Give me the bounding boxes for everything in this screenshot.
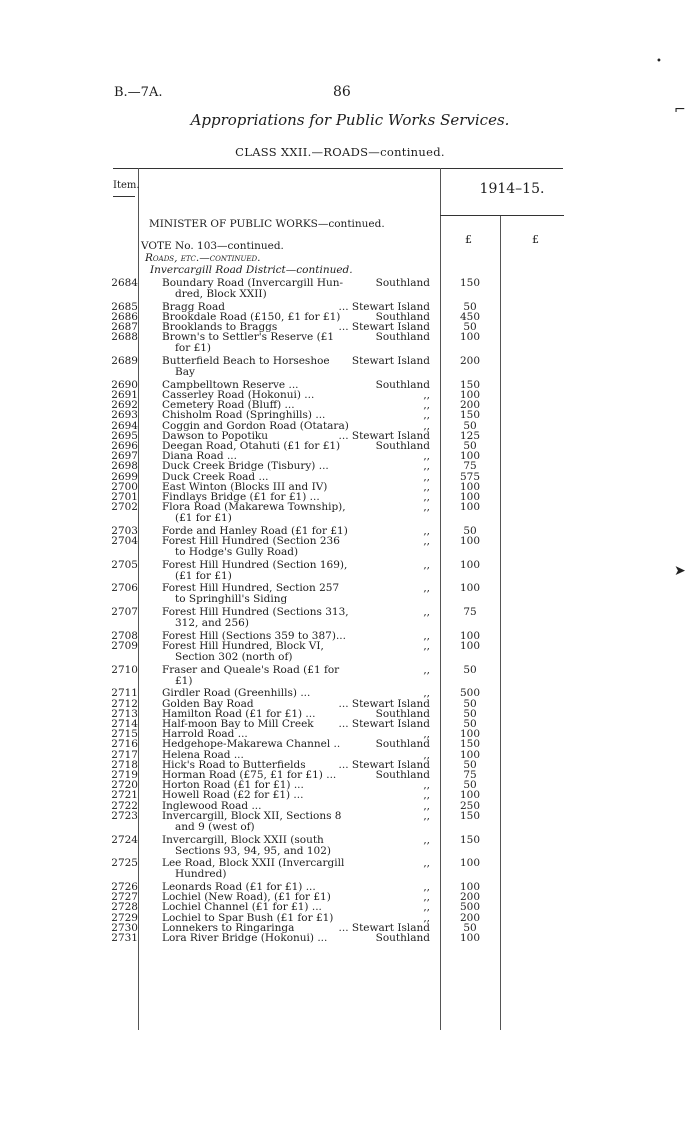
locality: Southland [375, 707, 430, 720]
roads-heading: Roads, etc.—continued. [145, 252, 261, 264]
road-description-continuation: to Hodge's Gully Road) [175, 546, 299, 558]
amount: 150 [459, 277, 481, 289]
document-reference: B.—7A. [114, 85, 163, 100]
amount: 50 [463, 663, 477, 676]
locality: ,, [423, 460, 430, 473]
locality: ,, [423, 901, 430, 914]
amount: 100 [459, 880, 481, 893]
year-column-header: 1914–15. [479, 181, 545, 197]
item-number: 2694 [111, 419, 138, 432]
amount: 100 [459, 558, 481, 571]
amount: 50 [463, 779, 477, 792]
locality: ,, [423, 833, 430, 846]
locality: ,, [423, 857, 430, 870]
item-number: 2691 [111, 388, 138, 401]
road-description-continuation: to Springhill's Siding [175, 593, 288, 606]
amount: 150 [459, 378, 481, 391]
locality: ,, [423, 450, 430, 463]
amount: 150 [459, 833, 481, 846]
item-number: 2718 [111, 758, 138, 771]
item-number: 2708 [111, 629, 138, 642]
locality: ,, [423, 399, 430, 412]
road-description-line: Flora Road (Makarewa Township), [162, 501, 346, 514]
road-description-continuation: Sections 93, 94, 95, and 102) [175, 844, 332, 857]
locality: Southland [375, 439, 430, 452]
item-number: 2724 [111, 833, 138, 846]
road-description-line: Cemetery Road (Bluff) ... [162, 399, 295, 412]
amount: 200 [459, 911, 481, 924]
road-description-line: Dawson to Popotiku [162, 429, 269, 442]
road-description-line: Brooklands to Braggs [162, 321, 278, 334]
page-number: 86 [333, 84, 351, 100]
item-number: 2712 [111, 697, 138, 710]
amount: 50 [463, 921, 477, 934]
amount: 75 [463, 460, 477, 473]
item-number: 2706 [111, 582, 138, 595]
amount: 100 [459, 582, 481, 595]
amount: 500 [459, 687, 481, 700]
minister-heading: MINISTER OF PUBLIC WORKS—continued. [149, 218, 385, 230]
locality: ,, [423, 748, 430, 761]
locality: ,, [423, 809, 430, 822]
road-description-line: Casserley Road (Hokonui) ... [162, 388, 315, 401]
road-description-line: Lonnekers to Ringaringa [162, 921, 295, 934]
amount: 50 [463, 707, 477, 720]
amount: 50 [463, 758, 477, 771]
road-description-line: Lochiel to Spar Bush (£1 for £1) [162, 911, 334, 924]
year-header-rule [440, 215, 564, 216]
item-number: 2731 [111, 931, 138, 944]
road-description-line: Helena Road ... [162, 748, 244, 761]
locality: ,, [423, 558, 430, 571]
item-number: 2686 [111, 310, 138, 323]
locality: ,, [423, 501, 430, 514]
locality: ... Stewart Island [338, 921, 430, 934]
amount: 100 [459, 331, 481, 344]
road-description-continuation: (£1 for £1) [175, 569, 232, 582]
locality: ,, [423, 799, 430, 812]
road-description-line: Boundary Road (Invercargill Hun- [162, 277, 344, 289]
road-description-continuation: Section 302 (north of) [175, 651, 293, 663]
road-description-continuation: £1) [175, 674, 193, 687]
locality: ,, [423, 524, 430, 537]
locality: ,, [423, 640, 430, 652]
amount: 100 [459, 535, 481, 547]
item-number: 2729 [111, 911, 138, 924]
item-number: 2698 [111, 460, 138, 473]
item-number: 2684 [111, 277, 138, 289]
item-number: 2717 [111, 748, 138, 761]
item-number: 2690 [111, 378, 138, 391]
amount-column-divider [500, 215, 501, 1030]
locality: ... Stewart Island [338, 321, 430, 334]
road-description-line: Forest Hill Hundred (Sections 313, [162, 606, 349, 619]
road-description-line: Inglewood Road ... [162, 799, 262, 812]
amount: 150 [459, 809, 481, 822]
amount: 150 [459, 409, 481, 422]
item-number: 2728 [111, 901, 138, 914]
road-description-line: Lee Road, Block XXII (Invercargill [162, 857, 345, 870]
locality: ,, [423, 789, 430, 802]
currency-symbol-left: £ [465, 233, 472, 246]
amount: 100 [459, 789, 481, 802]
locality: Southland [375, 769, 430, 781]
currency-symbol-right: £ [532, 233, 539, 246]
amount: 50 [463, 439, 477, 452]
amount: 125 [459, 429, 481, 442]
district-heading: Invercargill Road District—continued. [150, 264, 353, 276]
details-column-divider [440, 168, 441, 1030]
locality: ... Stewart Island [338, 697, 430, 710]
road-description-continuation: Bay [175, 366, 195, 378]
item-number: 2701 [111, 490, 138, 503]
item-number: 2700 [111, 480, 138, 493]
amount: 100 [459, 490, 481, 503]
locality: ,, [423, 629, 430, 642]
locality: ... Stewart Island [338, 429, 430, 442]
amount: 50 [463, 419, 477, 432]
table-top-rule [113, 168, 563, 169]
item-column-header: Item. [113, 180, 140, 191]
road-description-line: Forest Hill Hundred, Block VI, [162, 640, 324, 652]
margin-mark: ⌐ [674, 102, 686, 118]
locality: ,, [423, 409, 430, 422]
road-description-line: Diana Road ... [162, 450, 237, 463]
locality: ,, [423, 606, 430, 619]
road-description-line: Leonards Road (£1 for £1) ... [162, 880, 316, 893]
item-number: 2730 [111, 921, 138, 934]
locality: ... Stewart Island [338, 300, 430, 313]
road-description-line: Forde and Hanley Road (£1 for £1) [162, 524, 348, 537]
road-description-line: Fraser and Queale's Road (£1 for [162, 663, 340, 676]
road-description-line: Lochiel Channel (£1 for £1) ... [162, 901, 322, 914]
vote-heading: VOTE No. 103—continued. [141, 240, 284, 252]
road-description-line: Lochiel (New Road), (£1 for £1) [162, 891, 331, 904]
margin-arrow: ➤ [674, 563, 686, 579]
item-number: 2726 [111, 880, 138, 893]
locality: Southland [375, 331, 430, 344]
locality: ,, [423, 779, 430, 792]
page-title: Appropriations for Public Works Services. [190, 111, 510, 129]
road-description-line: Bragg Road [162, 300, 225, 313]
locality: Southland [375, 931, 430, 944]
road-description-line: Butterfield Beach to Horseshoe [162, 355, 330, 367]
item-number: 2727 [111, 891, 138, 904]
item-number: 2716 [111, 738, 138, 751]
road-description-continuation: dred, Block XXII) [175, 288, 267, 300]
road-description-continuation: Hundred) [175, 868, 227, 881]
road-description-line: Howell Road (£2 for £1) ... [162, 789, 304, 802]
item-number: 2704 [111, 535, 138, 547]
road-description-line: Campbelltown Reserve ... [162, 378, 299, 391]
margin-dot: • [656, 56, 662, 67]
locality: ,, [423, 911, 430, 924]
locality: ,, [423, 480, 430, 493]
locality: ,, [423, 880, 430, 893]
amount: 100 [459, 388, 481, 401]
amount: 50 [463, 524, 477, 537]
item-number: 2702 [111, 501, 138, 514]
item-number: 2715 [111, 728, 138, 741]
amount: 50 [463, 697, 477, 710]
item-number: 2687 [111, 321, 138, 334]
item-number: 2713 [111, 707, 138, 720]
road-description-line: Invercargill, Block XII, Sections 8 [162, 809, 342, 822]
amount: 200 [459, 891, 481, 904]
road-description-line: Forest Hill Hundred (Section 169), [162, 558, 348, 571]
road-description-continuation: for £1) [175, 342, 212, 355]
road-description-line: Invercargill, Block XXII (south [162, 833, 324, 846]
item-number: 2695 [111, 429, 138, 442]
locality: Southland [375, 277, 430, 289]
amount: 100 [459, 728, 481, 741]
road-description-line: Brown's to Settler's Reserve (£1 [162, 331, 335, 344]
item-number: 2699 [111, 470, 138, 483]
locality: ,, [423, 728, 430, 741]
amount: 50 [463, 718, 477, 730]
locality: ,, [423, 582, 430, 595]
item-number: 2693 [111, 409, 138, 422]
amount: 100 [459, 450, 481, 463]
road-description-line: Half-moon Bay to Mill Creek [162, 718, 314, 730]
amount: 100 [459, 501, 481, 514]
locality: ,, [423, 490, 430, 503]
amount: 75 [463, 769, 477, 781]
locality: ... Stewart Island [338, 718, 430, 730]
road-description-line: Duck Creek Bridge (Tisbury) ... [162, 460, 329, 473]
item-number: 2688 [111, 331, 138, 344]
item-number: 2685 [111, 300, 138, 313]
amount: 100 [459, 640, 481, 652]
amount: 500 [459, 901, 481, 914]
road-description-line: Girdler Road (Greenhills) ... [162, 687, 311, 700]
road-description-line: Forest Hill Hundred (Section 236 [162, 535, 340, 547]
locality: Southland [375, 738, 430, 751]
item-number: 2696 [111, 439, 138, 452]
item-column-divider [138, 168, 139, 1030]
road-description-line: East Winton (Blocks III and IV) [162, 480, 328, 493]
locality: ,, [423, 419, 430, 432]
locality: ,, [423, 388, 430, 401]
item-number: 2705 [111, 558, 138, 571]
locality: ... Stewart Island [338, 758, 430, 771]
locality: Southland [375, 310, 430, 323]
road-description-line: Lora River Bridge (Hokonui) ... [162, 931, 328, 944]
road-description-line: Deegan Road, Otahuti (£1 for £1) [162, 439, 341, 452]
amount: 50 [463, 300, 477, 313]
item-number: 2723 [111, 809, 138, 822]
road-description-line: Golden Bay Road [162, 697, 254, 710]
item-number: 2703 [111, 524, 138, 537]
item-number: 2709 [111, 640, 138, 652]
amount: 100 [459, 931, 481, 944]
amount: 100 [459, 629, 481, 642]
item-number: 2692 [111, 399, 138, 412]
road-description-continuation: (£1 for £1) [175, 512, 232, 525]
item-number: 2725 [111, 857, 138, 870]
item-number: 2721 [111, 789, 138, 802]
road-description-line: Hamilton Road (£1 for £1) ... [162, 707, 316, 720]
item-number: 2714 [111, 718, 138, 730]
locality: Southland [375, 378, 430, 391]
item-number: 2711 [111, 687, 138, 700]
locality: ,, [423, 535, 430, 547]
item-number: 2707 [111, 606, 138, 619]
road-description-line: Harrold Road ... [162, 728, 248, 741]
item-number: 2710 [111, 663, 138, 676]
road-description-line: Hick's Road to Butterfields [162, 758, 306, 771]
road-description-line: Duck Creek Road ... [162, 470, 269, 483]
item-number: 2719 [111, 769, 138, 781]
road-description-continuation: 312, and 256) [175, 617, 249, 630]
amount: 100 [459, 748, 481, 761]
amount: 200 [459, 355, 481, 367]
locality: Stewart Island [351, 355, 430, 367]
item-number: 2720 [111, 779, 138, 792]
amount: 450 [459, 310, 481, 323]
amount: 150 [459, 738, 481, 751]
amount: 50 [463, 321, 477, 334]
locality: ,, [423, 470, 430, 483]
item-number: 2697 [111, 450, 138, 463]
road-description-line: Hedgehope-Makarewa Channel .. [162, 738, 341, 751]
locality: ,, [423, 663, 430, 676]
locality: ,, [423, 891, 430, 904]
amount: 200 [459, 399, 481, 412]
road-description-line: Horton Road (£1 for £1) ... [162, 779, 304, 792]
road-description-continuation: and 9 (west of) [175, 820, 255, 833]
road-description-line: Brookdale Road (£150, £1 for £1) [162, 310, 341, 323]
amount: 100 [459, 857, 481, 870]
amount: 75 [463, 606, 477, 619]
amount: 575 [459, 470, 481, 483]
road-description-line: Coggin and Gordon Road (Otatara) [162, 419, 349, 432]
item-header-underline [113, 196, 135, 197]
road-description-line: Chisholm Road (Springhills) ... [162, 409, 326, 422]
road-description-line: Horman Road (£75, £1 for £1) ... [162, 769, 337, 781]
class-heading: CLASS XXII.—ROADS—continued. [235, 145, 445, 159]
road-description-line: Findlays Bridge (£1 for £1) ... [162, 490, 320, 503]
amount: 100 [459, 480, 481, 493]
item-number: 2689 [111, 355, 138, 367]
amount: 250 [459, 799, 481, 812]
road-description-line: Forest Hill Hundred, Section 257 [162, 582, 340, 595]
item-number: 2722 [111, 799, 138, 812]
locality: ,, [423, 687, 430, 700]
road-description-line: Forest Hill (Sections 359 to 387)... [162, 629, 346, 642]
